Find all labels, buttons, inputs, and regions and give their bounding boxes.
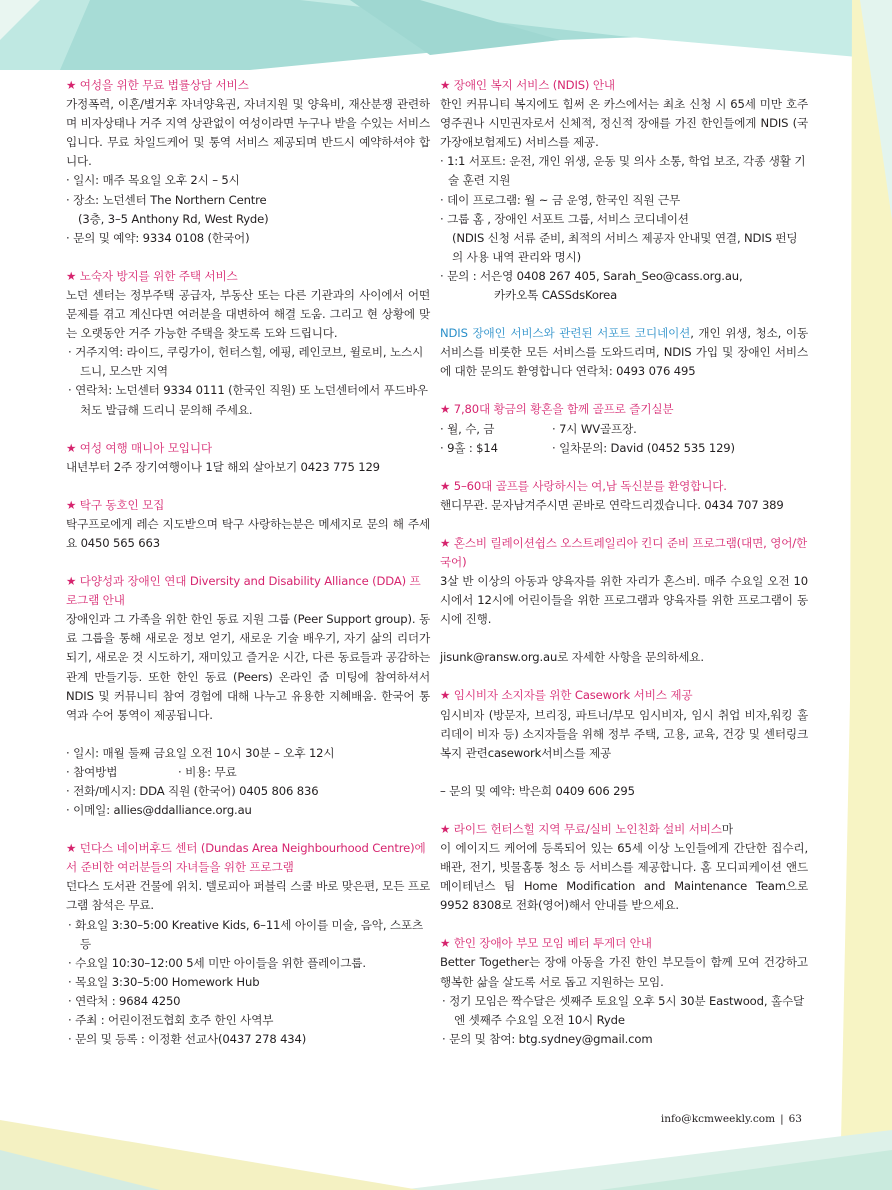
notice-title-tail: 마: [721, 821, 733, 836]
notice-body: 장애인과 그 가족을 위한 한인 동료 지원 그룹 (Peer Support group). 동료 그룹을 통해 새로운 정보 얻기, 새로운 기술 배우기, 자기 삶의 리더가 되기, 새로운 것 시도하기, 재미있고 즐거운 시간, 다른 동료들과 공감하는 관계 만들기등. 또한 한인 동료 (Peers) 온라인 줌 미팅에 참여하셔서 NDIS 및 커뮤니티 참여 경험에 대해 나누고 유용한 지혜배움. 한국어 통역과 수어 통역이 제공됩니다.: [66, 612, 430, 722]
notice-casework: [440, 686, 808, 800]
notice-item: · 목요일 3:30–5:00 Homework Hub: [68, 974, 260, 989]
notice-title: ★ 장애인 복지 서비스 (NDIS) 안내: [440, 78, 615, 92]
notice-item: · 문의 및 참여: btg.sydney@gmail.com: [442, 1031, 653, 1046]
notice-item: · 비용: 무료: [178, 764, 237, 779]
notice-item: (3층, 3–5 Anthony Rd, West Ryde): [78, 211, 269, 226]
notice-title: ★ 던다스 네이버후드 센터 (Dundas Area Neighbourhood Centre)에서 준비한 여러분들의 자녀들을 위한 프로그램: [66, 841, 426, 875]
notice-item: · 일시: 매월 둘째 금요일 오전 10시 30분 – 오후 12시: [66, 745, 335, 760]
notice-item: · 참여방법: [66, 764, 118, 779]
notice-home-modification: [440, 820, 808, 915]
notice-item: · 1:1 서포트: 운전, 개인 위생, 운동 및 의사 소통, 학업 보조, 각종 생활 기술 훈련 지원: [440, 154, 806, 188]
notice-item: · 주최 : 어린이전도협회 호주 한인 사역부: [68, 1013, 274, 1028]
notice-dda: [66, 572, 430, 820]
notice-title: ★ 여성을 위한 무료 법률상담 서비스: [66, 78, 249, 92]
notice-item: · 전화/메시지: DDA 직원 (한국어) 0405 806 836: [66, 784, 319, 798]
notice-title: ★ 탁구 동호인 모집: [66, 497, 165, 512]
notice-body: 임시비자 (방문자, 브리징, 파트너/부모 임시비자, 임시 취업 비자,워킹 홀리데이 비자 등) 소지자들을 위해 정부 주택, 고용, 교육, 건강 및 센터링크 복지 관련casework서비스를 제공: [440, 707, 808, 760]
notice-body: Better Together는 장애 아동을 가진 한인 부모들이 함께 모여 건강하고 행복한 삶을 살도록 서로 돕고 지원하는 모임.: [440, 955, 808, 989]
notice-item: · 일시: 매주 목요일 오후 2시 – 5시: [66, 173, 240, 188]
notice-item: · 데이 프로그램: 월 ~ 금 운영, 한국인 직원 근무: [440, 192, 681, 207]
notice-item: · 연락처 : 9684 4250: [68, 993, 181, 1008]
notice-title: ★ 한인 장애아 부모 모임 베터 투게더 안내: [440, 936, 652, 951]
notice-women-travel: [66, 439, 430, 477]
notice-body: 내년부터 2주 장기여행이나 1달 해외 살아보기 0423 775 129: [66, 459, 380, 474]
notice-item: · 7시 WV골프장.: [552, 421, 637, 436]
notice-dundas: [66, 839, 430, 1049]
notice-title: ★ 여성 여행 매니아 모입니다: [66, 440, 212, 455]
notice-title: ★ 다양성과 장애인 연대 Diversity and Disability Alliance (DDA) 프로그램 안내: [66, 574, 421, 608]
notice-body: 탁구프로에게 레슨 지도받으며 탁구 사랑하는분은 메세지로 문의 해 주세요 0450 565 663: [66, 516, 430, 550]
notice-body: 가정폭력, 이혼/별거후 자녀양육권, 자녀지원 및 양육비, 재산분쟁 관련하며 비자상태나 거주 지역 상관없이 여성이라면 누구나 받을 수있는 서비스입니다. 무료 차일드케어 및 통역 서비스 제공되며 반드시 예약하셔야 합니다.: [66, 97, 430, 169]
notice-item: · 이메일: allies@ddalliance.org.au: [66, 803, 252, 818]
left-column: [66, 76, 430, 1068]
notice-body: , 개인 위생, 청소, 이동 서비스를 비롯한 모든 서비스를 도와드리며, NDIS 가입 및 장애인 서비스에 대한 문의도 환영합니다 연락처: 0493 076 495: [440, 326, 808, 379]
notice-item: · 9홀 : $14: [440, 440, 498, 455]
notice-table-tennis: [66, 496, 430, 553]
notice-item: · 화요일 3:30–5:00 Kreative Kids, 6–11세 아이를 미술, 음악, 스포츠 등: [68, 917, 424, 951]
notice-body: 한인 커뮤니티 복지에도 힘써 온 카스에서는 최초 신청 시 65세 미만 호주 영주권나 시민권자로서 신체적, 정신적 장애를 가진 한인들에게 NDIS (국가장애보험제도) 서비스를 제공.: [440, 97, 808, 150]
notice-body: 던다스 도서관 건물에 위치. 텔로피아 퍼블릭 스쿨 바로 맞은편, 모든 프로그램 참석은 무료.: [66, 879, 430, 913]
notice-body: 핸디무관. 문자남겨주시면 곧바로 연락드리겠습니다. 0434 707 389: [440, 497, 784, 512]
notice-note: – 문의 및 예약: 박은희 0409 606 295: [440, 783, 635, 798]
notice-item: · 문의 : 서은영 0408 267 405, Sarah_Seo@cass.org.au,: [440, 268, 743, 283]
notice-item: · 거주지역: 라이드, 쿠링가이, 헌터스힐, 에핑, 레인코브, 윌로비, 노스시드니, 모스만 지역: [68, 345, 424, 379]
notice-title: ★ 노숙자 방지를 위한 주택 서비스: [66, 268, 238, 283]
notice-item: · 월, 수, 금: [440, 421, 495, 436]
notice-golf-seniors: [440, 400, 808, 457]
footer-divider: |: [780, 1113, 784, 1125]
notice-title: ★ 5–60대 골프를 사랑하시는 여,남 독신분를 환영합니다.: [440, 478, 727, 493]
notice-title: ★ 혼스비 릴레이션쉽스 오스트레일리아 킨디 준비 프로그램(대면, 영어/한국어): [440, 535, 808, 569]
notice-item: · 연락처: 노던센터 9334 0111 (한국인 직원) 또 노던센터에서 푸드바우처도 발급해 드리니 문의해 주세요.: [68, 383, 428, 417]
notice-legal-advice: [66, 76, 430, 248]
notice-title: ★ 7,80대 황금의 황혼을 함께 골프로 즐기실분: [440, 402, 674, 417]
notice-title: ★ 라이드 헌터스힐 지역 무료/실비 노인친화 설비 서비스: [440, 821, 722, 836]
notice-item: · 일차문의: David (0452 535 129): [552, 440, 735, 455]
notice-golf-singles: [440, 477, 808, 515]
notice-item: · 그룹 홈 , 장애인 서포트 그룹, 서비스 코디네이션: [440, 211, 689, 226]
notice-title: ★ 임시비자 소지자를 위한 Casework 서비스 제공: [440, 688, 693, 703]
notice-item: (NDIS 신청 서류 준비, 최적의 서비스 제공자 안내및 연결, NDIS 펀딩의 사용 내역 관리와 명시): [452, 230, 798, 264]
notice-body: 3살 반 이상의 아동과 양육자를 위한 자리가 혼스비. 매주 수요일 오전 10시에서 12시에 어린이들을 위한 프로그램과 양육자를 위한 프로그램이 동시에 진행.: [440, 574, 808, 627]
notice-title: NDIS 장애인 서비스와 관련된 서포트 코디네이션: [440, 326, 691, 341]
notice-note: jisunk@ransw.org.au로 자세한 사항을 문의하세요.: [440, 650, 704, 665]
page-number: 63: [788, 1113, 802, 1125]
notice-item: · 문의 및 예약: 9334 0108 (한국어): [66, 230, 250, 245]
notice-item: · 문의 및 등록 : 이정환 선교사(0437 278 434): [68, 1032, 307, 1047]
notice-item: · 수요일 10:30–12:00 5세 미만 아이들을 위한 플레이그룹.: [68, 955, 366, 970]
notice-body: 이 에이지드 케어에 등록되어 있는 65세 이상 노인들에게 간단한 집수리, 배관, 전기, 빗물홈통 청소 등 서비스를 제공합니다. 홈 모디피케이션 앤드 메이테넌스 팀 Home Modification and Maintenance Team으로 9952 8308로 전화(영어)해서 안내를 받으세요.: [440, 841, 808, 913]
notice-body: 노던 센터는 정부주택 공급자, 부동산 또는 다른 기관과의 사이에서 어떤 문제를 겪고 계신다면 여러분을 대변하여 해결 도움. 그리고 현 상황에 맞는 오랫동안 거주 가능한 주택을 찾도록 도와 드립니다.: [66, 287, 430, 341]
notice-support-coordination: [440, 324, 808, 381]
page-footer: [661, 1113, 802, 1125]
notice-better-together: [440, 934, 808, 1049]
footer-email: info@kcmweekly.com: [660, 1113, 776, 1125]
right-column: [440, 76, 808, 1068]
notice-item: · 장소: 노던센터 The Northern Centre: [66, 192, 267, 207]
notice-housing: [66, 267, 430, 420]
notice-item: 카카오톡 CASSdsKorea: [494, 288, 618, 303]
notice-ndis: [440, 76, 808, 305]
notice-hornsby-kindy: [440, 534, 808, 668]
notice-item: · 정기 모임은 짝수달은 셋째주 토요일 오후 5시 30분 Eastwood, 홀수달엔 셋째주 수요일 오전 10시 Ryde: [442, 993, 805, 1027]
